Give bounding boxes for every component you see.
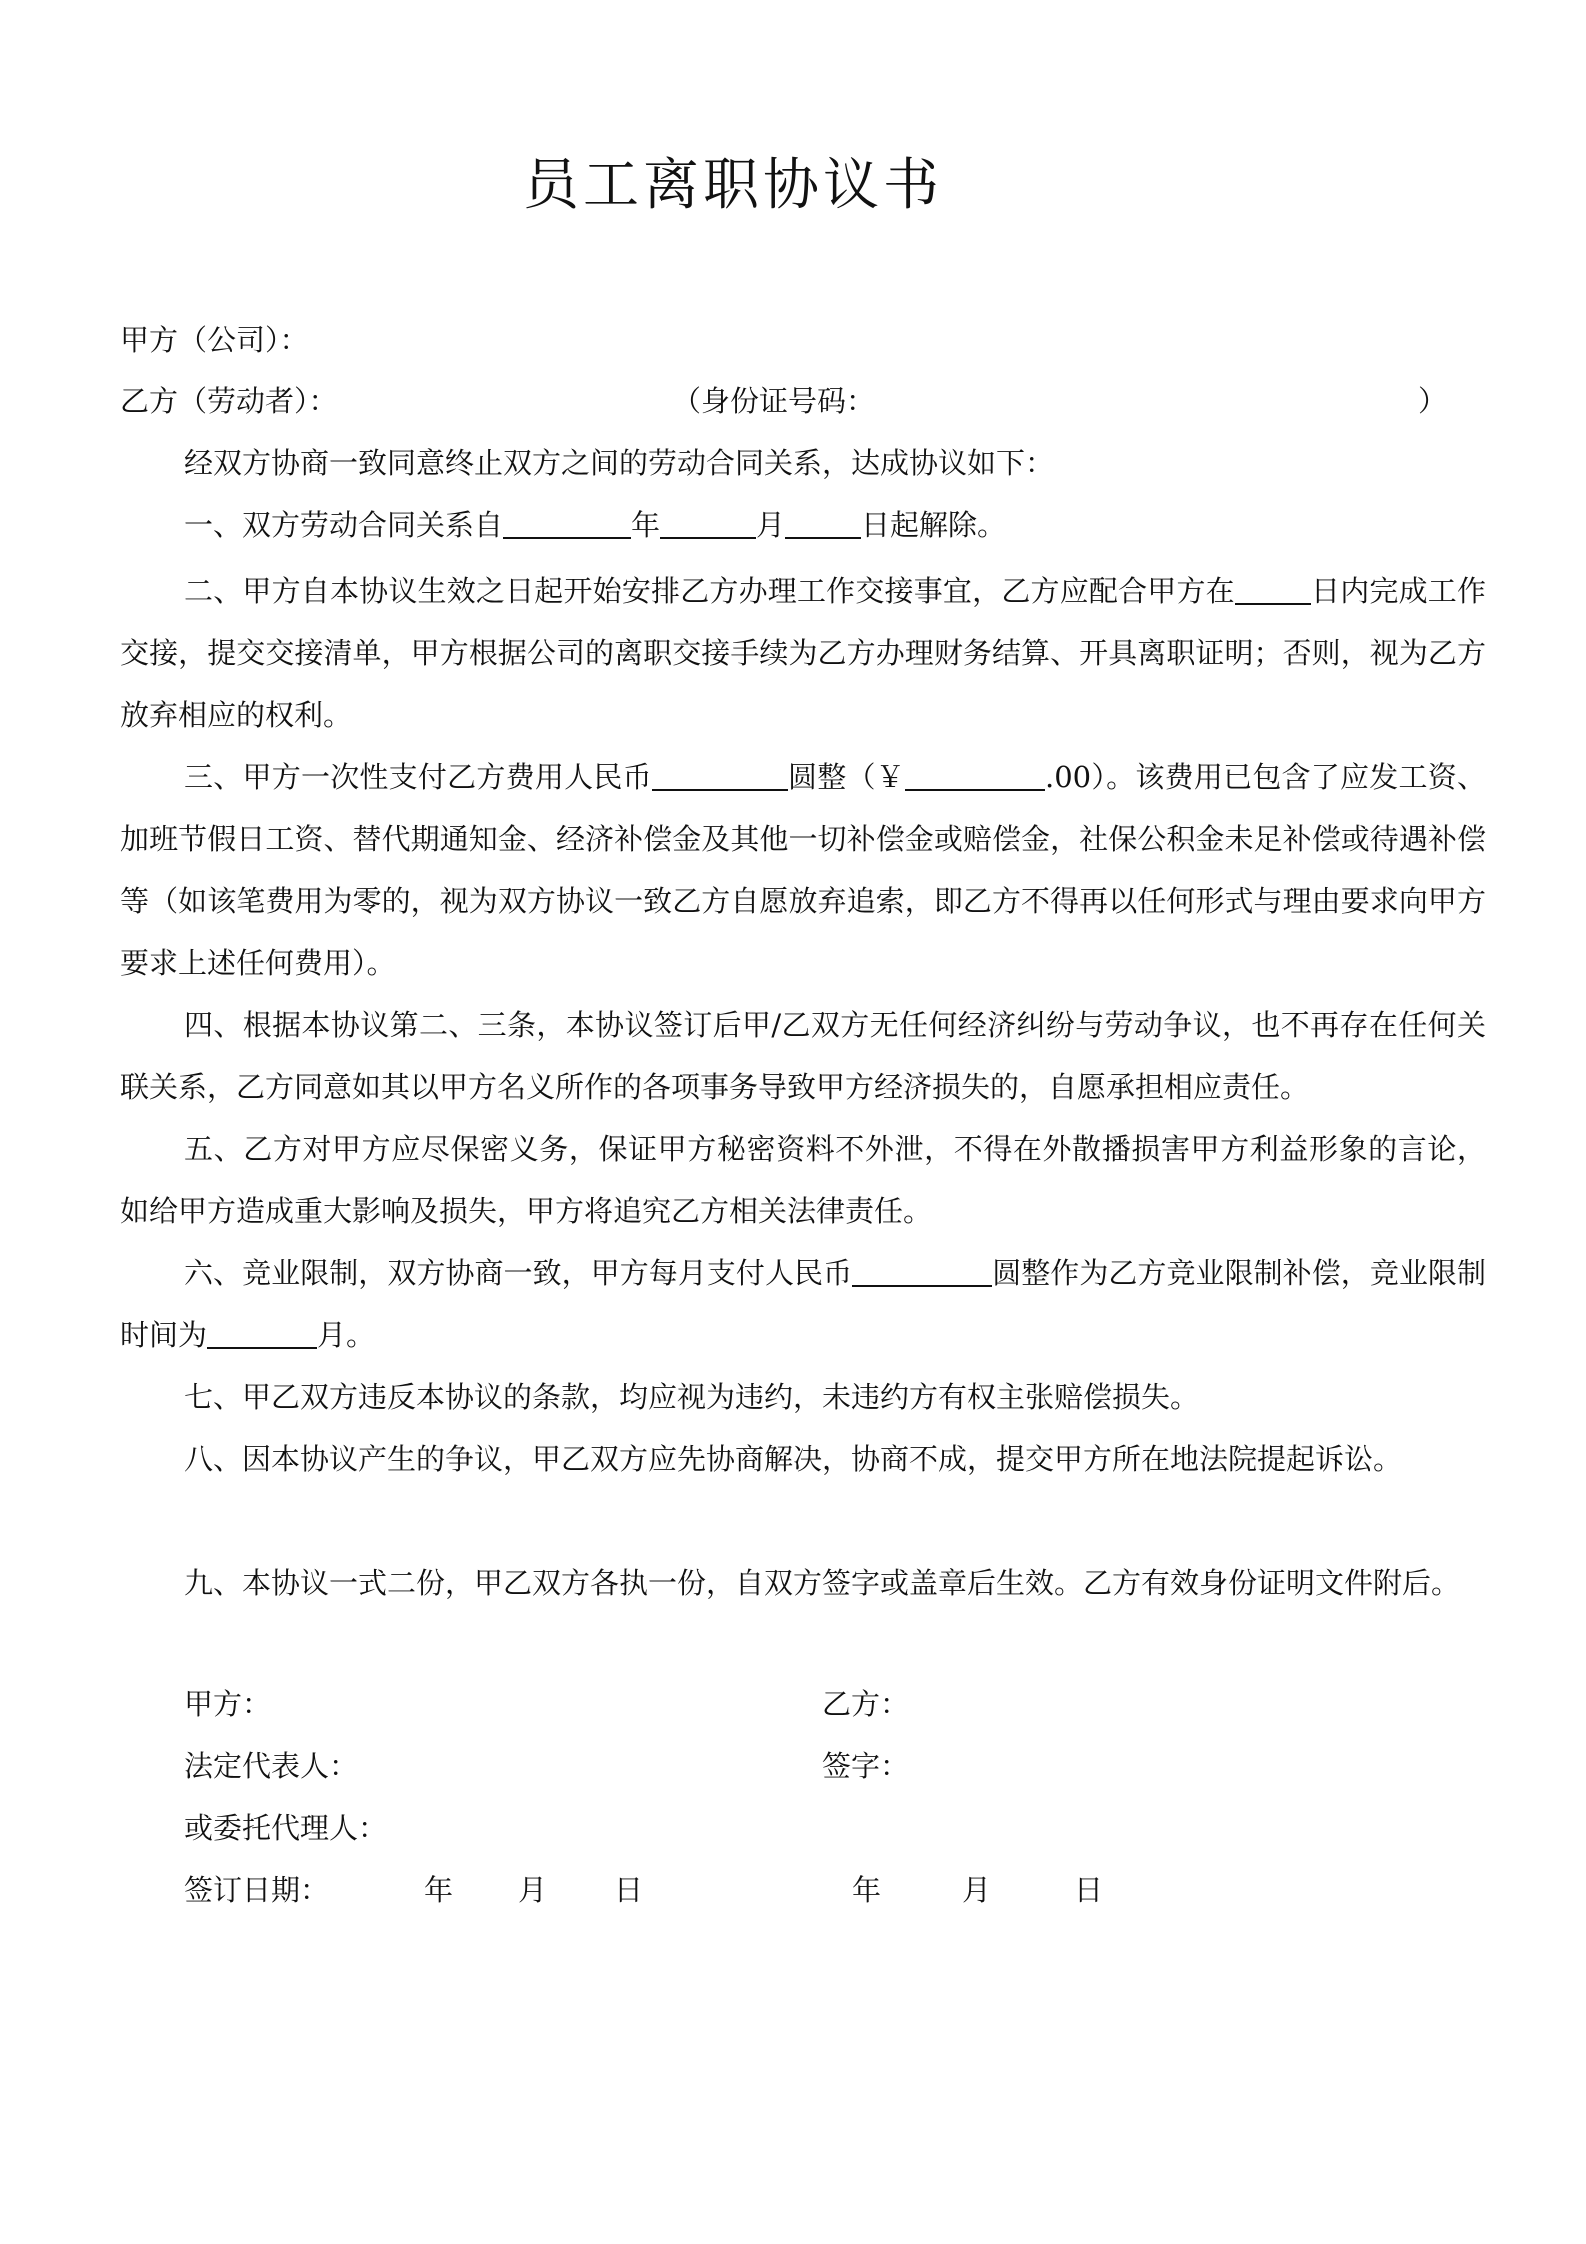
party-a-date-year: 年 [424,1873,454,1907]
party-a-label: 甲方（公司）： [120,323,309,357]
amount-words-blank [652,759,788,791]
party-b-date-year: 年 [852,1873,882,1907]
clause-8: 八、因本协议产生的争议，甲乙双方应先协商解决，协商不成，提交甲方所在地法院提起诉讼。 [184,1442,1403,1476]
clause-9: 九、本协议一式二份，甲乙双方各执一份，自双方签字或盖章后生效。乙方有效身份证明文件附后。 [184,1566,1461,1600]
clause-3-rest: 。该费用已包含了应发工资、加班节假日工资、替代期通知金、经济补偿金及其他一切补偿金或赔偿金，社保公积金未足补偿或待遇补偿等（如该笔费用为零的，视为双方协议一致乙方自愿放弃追索，即乙方不得再以任何形式与理由要求向甲方要求上述任何费用）。 [120,760,1486,980]
clause-5: 五、乙方对甲方应尽保密义务，保证甲方秘密资料不外泄，不得在外散播损害甲方利益形象的言论，如给甲方造成重大影响及损失，甲方将追究乙方相关法律责任。 [120,1132,1486,1228]
clause-1-month: 月 [756,508,786,542]
party-a-date-day: 日 [614,1873,644,1907]
clause-3 [120,746,1486,994]
clause-6-prefix: 六、竞业限制，双方协商一致，甲方每月支付人民币 [184,1256,853,1290]
clause-7: 七、甲乙双方违反本协议的条款，均应视为违约，未违约方有权主张赔偿损失。 [184,1380,1200,1414]
party-b-date-day: 日 [1074,1873,1104,1907]
clause-3-prefix: 三、甲方一次性支付乙方费用人民币 [184,760,652,794]
clause-6-mid: 圆整作为乙方竞业限制补偿，竞业限制时间为 [120,1256,1486,1352]
party-b-label: 乙方（劳动者）： [120,384,338,418]
clause-4: 四、根据本协议第二、三条，本协议签订后甲/乙双方无任何经济纠纷与劳动争议，也不再存在任何关联关系，乙方同意如其以甲方名义所作的各项事务导致甲方经济损失的，自愿承担相应责任。 [120,1008,1486,1104]
month-blank [660,507,756,539]
day-blank [785,507,861,539]
clause-6 [120,1242,1486,1366]
monthly-amount-blank [852,1255,992,1287]
party-a-date-month: 月 [518,1873,548,1907]
amount-digits-blank [905,759,1045,791]
intro-text: 经双方协商一致同意终止双方之间的劳动合同关系，达成协议如下： [184,446,1055,480]
clause-1-year: 年 [631,508,661,542]
clause-2-suffix: 日内完成工作交接，提交交接清单，甲方根据公司的离职交接手续为乙方办理财务结算、开具离职证明；否则，视为乙方放弃相应的权利。 [120,574,1486,732]
clause-3-amount-suffix: .00） [1045,760,1107,794]
id-number-label: （身份证号码： [672,384,876,418]
party-a-line [120,320,1490,360]
handover-days-blank [1235,573,1311,605]
signature-label: 签字： [822,1749,910,1783]
clause-1 [184,505,1554,545]
agent-label: 或委托代理人： [184,1811,388,1845]
restriction-months-blank [207,1317,317,1349]
id-number-close: ） [1418,384,1448,418]
sign-date-label: 签订日期： [184,1873,330,1907]
clause-1-prefix: 一、双方劳动合同关系自 [184,508,504,542]
sign-party-a-label: 甲方： [184,1687,272,1721]
party-b-date-month: 月 [962,1873,992,1907]
clause-1-day: 日起解除。 [861,508,1007,542]
sign-party-b-label: 乙方： [822,1687,910,1721]
clause-2 [120,560,1486,746]
legal-representative-label: 法定代表人： [184,1749,359,1783]
year-blank [503,507,631,539]
document-title: 员工离职协议书 [523,153,943,218]
clause-3-mid: 圆整（￥ [787,760,906,794]
clause-2-prefix: 二、甲方自本协议生效之日起开始安排乙方办理工作交接事宜，乙方应配合甲方在 [184,574,1235,608]
clause-6-suffix: 月。 [317,1318,376,1352]
